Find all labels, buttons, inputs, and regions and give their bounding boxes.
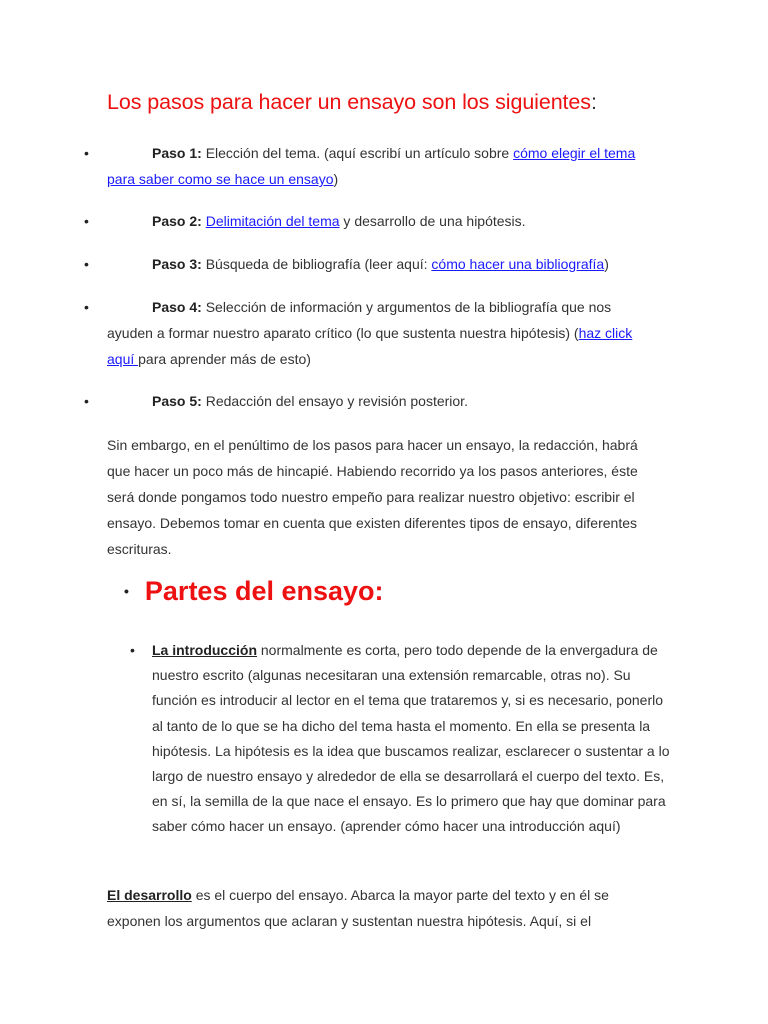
- step-text-5: [107, 388, 647, 414]
- desarrollo-paragraph: [107, 882, 647, 934]
- step-pre-3: Búsqueda de bibliografía (leer aquí:: [201, 256, 432, 272]
- bullet-icon: •: [84, 213, 89, 229]
- step-post-2: y desarrollo de una hipótesis.: [339, 213, 526, 229]
- intro-label: La introducción: [152, 642, 257, 658]
- steps-heading-colon: :: [590, 90, 597, 114]
- step-pre-4: Selección de información y argumentos de la bibliografía que nos ayuden a formar nuestro aparato crítico (lo que sustenta nuestra hipótesis) (: [107, 299, 612, 341]
- step-text-2: [107, 208, 647, 234]
- step-text-4: [107, 294, 647, 372]
- desarrollo-body: es el cuerpo del ensayo. Abarca la mayor parte del texto y en él se exponen los argumentos que aclaran y sustentan nuestra hipótesis. Aquí, si el: [107, 887, 609, 929]
- steps-heading: [107, 90, 597, 115]
- step-label-2: Paso 2:: [152, 213, 202, 229]
- step-pre-5: Redacción del ensayo y revisión posterior.: [201, 393, 468, 409]
- step-text-1: [107, 140, 647, 192]
- bullet-icon: •: [84, 299, 89, 315]
- link-bibliografia[interactable]: cómo hacer una bibliografía: [431, 256, 605, 272]
- intro-body: normalmente es corta, pero todo depende de la envergadura de nuestro escrito (algunas necesitaran una extensión remarcable, otras no). Su función es introducir al lector en el tema que trataremos y, si es necesario, ponerlo al tanto de lo que se ha dicho del tema hasta el momento. En ella se presenta la hipótesis. La hipótesis es la idea que buscamos realizar, esclarecer o sustentar a lo largo de nuestro ensayo y alrededor de ella se desarrollará el cuerpo del texto. Es, en sí, la semilla de la que nace el ensayo. Es lo primero que hay que dominar para saber cómo hacer un ensayo. (aprender cómo hacer una introducción aquí): [152, 642, 670, 835]
- step-post-1: ): [333, 171, 339, 187]
- body-paragraph: Sin embargo, en el penúltimo de los pasos para hacer un ensayo, la redacción, habrá que hacer un poco más de hincapié. Habiendo recorrido ya los pasos anteriores, éste será donde pongamos todo nuestro empeño para realizar nuestro objetivo: escribir el ensayo. Debemos tomar en cuenta que existen diferentes tipos de ensayo, diferentes escrituras.: [107, 437, 638, 557]
- bullet-icon: •: [124, 582, 129, 599]
- bullet-icon: •: [84, 393, 89, 409]
- bullet-icon: •: [130, 642, 135, 658]
- steps-heading-text: Los pasos para hacer un ensayo son los siguientes: [107, 90, 591, 114]
- link-haz-click[interactable]: haz click aquí: [107, 325, 633, 367]
- link-elegir-tema[interactable]: cómo elegir el tema para saber como se hace un ensayo: [107, 145, 636, 187]
- step-label-1: Paso 1:: [152, 145, 202, 161]
- desarrollo-label: El desarrollo: [107, 887, 192, 903]
- step-pre-1: Elección del tema. (aquí escribí un artículo sobre: [201, 145, 514, 161]
- step-post-3: ): [604, 256, 609, 272]
- step-label-5: Paso 5:: [152, 393, 202, 409]
- step-label-4: Paso 4:: [152, 299, 202, 315]
- link-delimitacion-tema[interactable]: Delimitación del tema: [205, 213, 340, 229]
- bullet-icon: •: [84, 145, 89, 161]
- step-post-4: para aprender más de esto): [138, 351, 311, 367]
- intro-text: [152, 638, 672, 840]
- partes-heading: [124, 576, 384, 607]
- partes-heading-text: Partes del ensayo:: [144, 576, 384, 606]
- step-text-3: [107, 251, 647, 277]
- bullet-icon: •: [84, 256, 89, 272]
- step-label-3: Paso 3:: [152, 256, 202, 272]
